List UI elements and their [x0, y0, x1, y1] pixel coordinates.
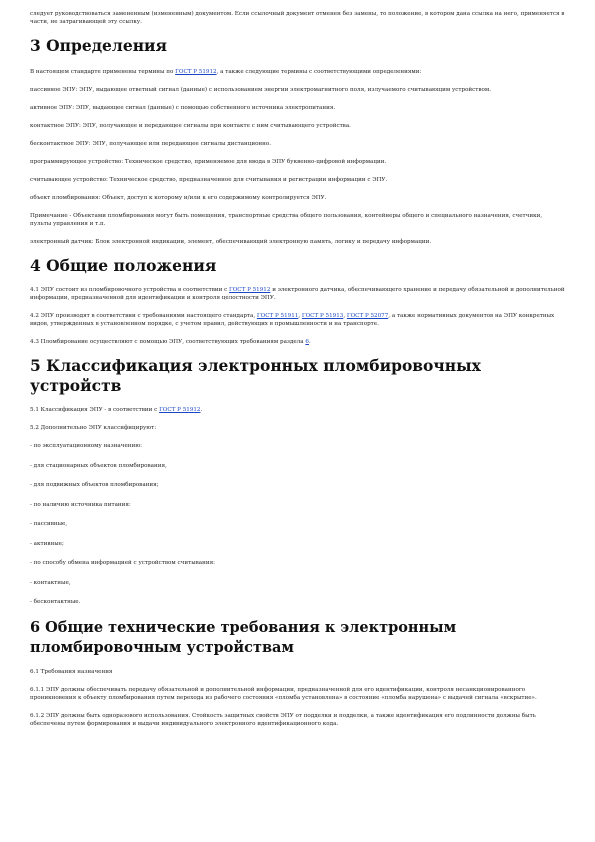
s4-p2-sep-2: , [343, 313, 347, 319]
definition-sensor: электронный датчик: Блок электронной индикации, элемент, обеспечивающий электронную память, логику и передачу информации. [30, 239, 432, 245]
s4-paragraph-3 [30, 338, 565, 346]
section-5-heading: 5 Классификация электронных пломбировочных устройств [30, 356, 481, 395]
s4-p1-text-b: и электронного датчика, обеспечивающего хранение и передачу обязательной и дополнительной информации, предназначенной для идентификации и контроля целостности ЭПУ. [30, 287, 565, 301]
section-6-link[interactable]: 6 [305, 339, 309, 345]
s5-p1-text-b: . [200, 407, 203, 413]
s4-p3-text-a: 4.3 Пломбирование осуществляют с помощью ЭПУ, соответствующих требованиям раздела [30, 339, 306, 345]
gost-51912-link[interactable]: ГОСТ Р 51912 [175, 69, 217, 75]
s4-paragraph-1 [30, 286, 565, 302]
s6-paragraph-3: 6.1.2 ЭПУ должны быть одноразового использования. Стойкость защитных свойств ЭПУ от подделки и подделки, а также идентификация его подлинности должны быть обеспечены путем формирования и выдачи индивидуального электронного идентификационного кода. [30, 712, 536, 727]
intro-paragraph: следует руководствоваться замененным (измененным) документом. Если ссылочный документ отменен без замены, то положение, в котором дана ссылка на него, применяется в части, не затрагивающей эту ссылку. [30, 11, 565, 25]
s3-paragraph-1 [30, 68, 565, 76]
definition-contact: контактное ЭПУ: ЭПУ, получающее и передающее сигналы при контакте с ним считывающего устройства. [30, 123, 351, 129]
definition-programmer: программирующее устройство: Техническое средство, применяемое для ввода в ЭПУ буквенно-цифровой информации. [30, 159, 387, 165]
s4-p2-sep-1: , [298, 313, 302, 319]
section-3-heading: 3 Определения [30, 36, 168, 55]
s4-p2-text-a: 4.2 ЭПУ производят в соответствии с требованиями настоящего стандарта, [30, 313, 257, 319]
definition-reader: считывающее устройство: Техническое средство, предназначенное для считывания и регистрации информации с ЭПУ. [30, 177, 388, 183]
gost-51911-link[interactable]: ГОСТ Р 51911 [256, 313, 299, 319]
definition-object: объект пломбирования: Объект, доступ к которому и/или к его содержимому контролируется ЭПУ. [30, 195, 327, 201]
definition-contactless: бесконтактное ЭПУ: ЭПУ, получающее или передающее сигналы дистанционно. [30, 141, 272, 147]
s5-paragraph-2: 5.2 Дополнительно ЭПУ классифицируют: [30, 425, 157, 431]
list-item: - по эксплуатационному назначению: [30, 443, 142, 449]
note-paragraph: Примечание - Объектами пломбирования могут быть помещения, транспортные средства общего пользования, контейнеры общего и специального назначения, счетчики, пульты управления и т.п. [30, 213, 543, 227]
gost-51912-link[interactable]: ГОСТ Р 51912 [159, 407, 201, 413]
gost-51912-link[interactable]: ГОСТ Р 51912 [229, 287, 271, 293]
s4-p1-text-a: 4.1 ЭПУ состоит из пломбировочного устройства в соответствии с [30, 287, 229, 293]
list-item: - для подвижных объектов пломбирования; [30, 482, 159, 488]
list-item: - по способу обмена информацией с устройством считывания: [30, 560, 215, 566]
definition-active: активное ЭПУ: ЭПУ, выдающее сигнал (данные) с помощью собственного источника электропитания. [30, 105, 336, 111]
s6-paragraph-1: 6.1 Требования назначения [30, 668, 113, 675]
s6-paragraph-2: 6.1.1 ЭПУ должны обеспечивать передачу обязательной и дополнительной информации, предназначенной для его идентификации, контроля несанкционированного проникновения к объекту пломбирования путем перехода из рабочего состояния «пломба установлена» в состояние «пломба нарушена» с выдачей сигнала «вскрытие». [30, 686, 537, 701]
s3-p1-text-a: В настоящем стандарте применены термины по [30, 69, 176, 75]
list-item: - пассивные, [30, 521, 68, 527]
s5-p1-text-a: 5.1 Классификация ЭПУ - в соответствии с [30, 407, 160, 413]
section-6-heading: 6 Общие технические требования к электронным пломбировочным устройствам [30, 618, 457, 656]
list-item: - по наличию источника питания: [30, 501, 131, 508]
document-page [30, 10, 565, 738]
section-4-heading: 4 Общие положения [30, 256, 217, 275]
gost-52077-link[interactable]: ГОСТ Р 52077 [346, 313, 389, 319]
gost-51913-link[interactable]: ГОСТ Р 51913 [301, 313, 344, 319]
definition-passive: пассивное ЭПУ: ЭПУ, выдающее ответный сигнал (данные) с использованием энергии электромагнитного поля, излучаемого считывающим устройством. [30, 87, 492, 93]
list-item: - контактные, [30, 579, 71, 586]
list-item: - бесконтактные. [30, 599, 81, 605]
s3-p1-text-b: , а также следующие термины с соответствующими определениями: [216, 69, 422, 75]
list-item: - активные; [30, 540, 64, 547]
s4-p2-text-b: , а также нормативных документов на ЭПУ конкретных видов, утвержденных в установленном порядке, с учетом правил, действующих в промышленности и на транспорте. [30, 313, 555, 327]
list-item: - для стационарных объектов пломбирования, [30, 462, 167, 469]
s4-p3-text-b: . [308, 339, 311, 345]
classification-list [30, 442, 565, 606]
s4-paragraph-2 [30, 312, 565, 328]
s5-paragraph-1 [30, 406, 565, 414]
